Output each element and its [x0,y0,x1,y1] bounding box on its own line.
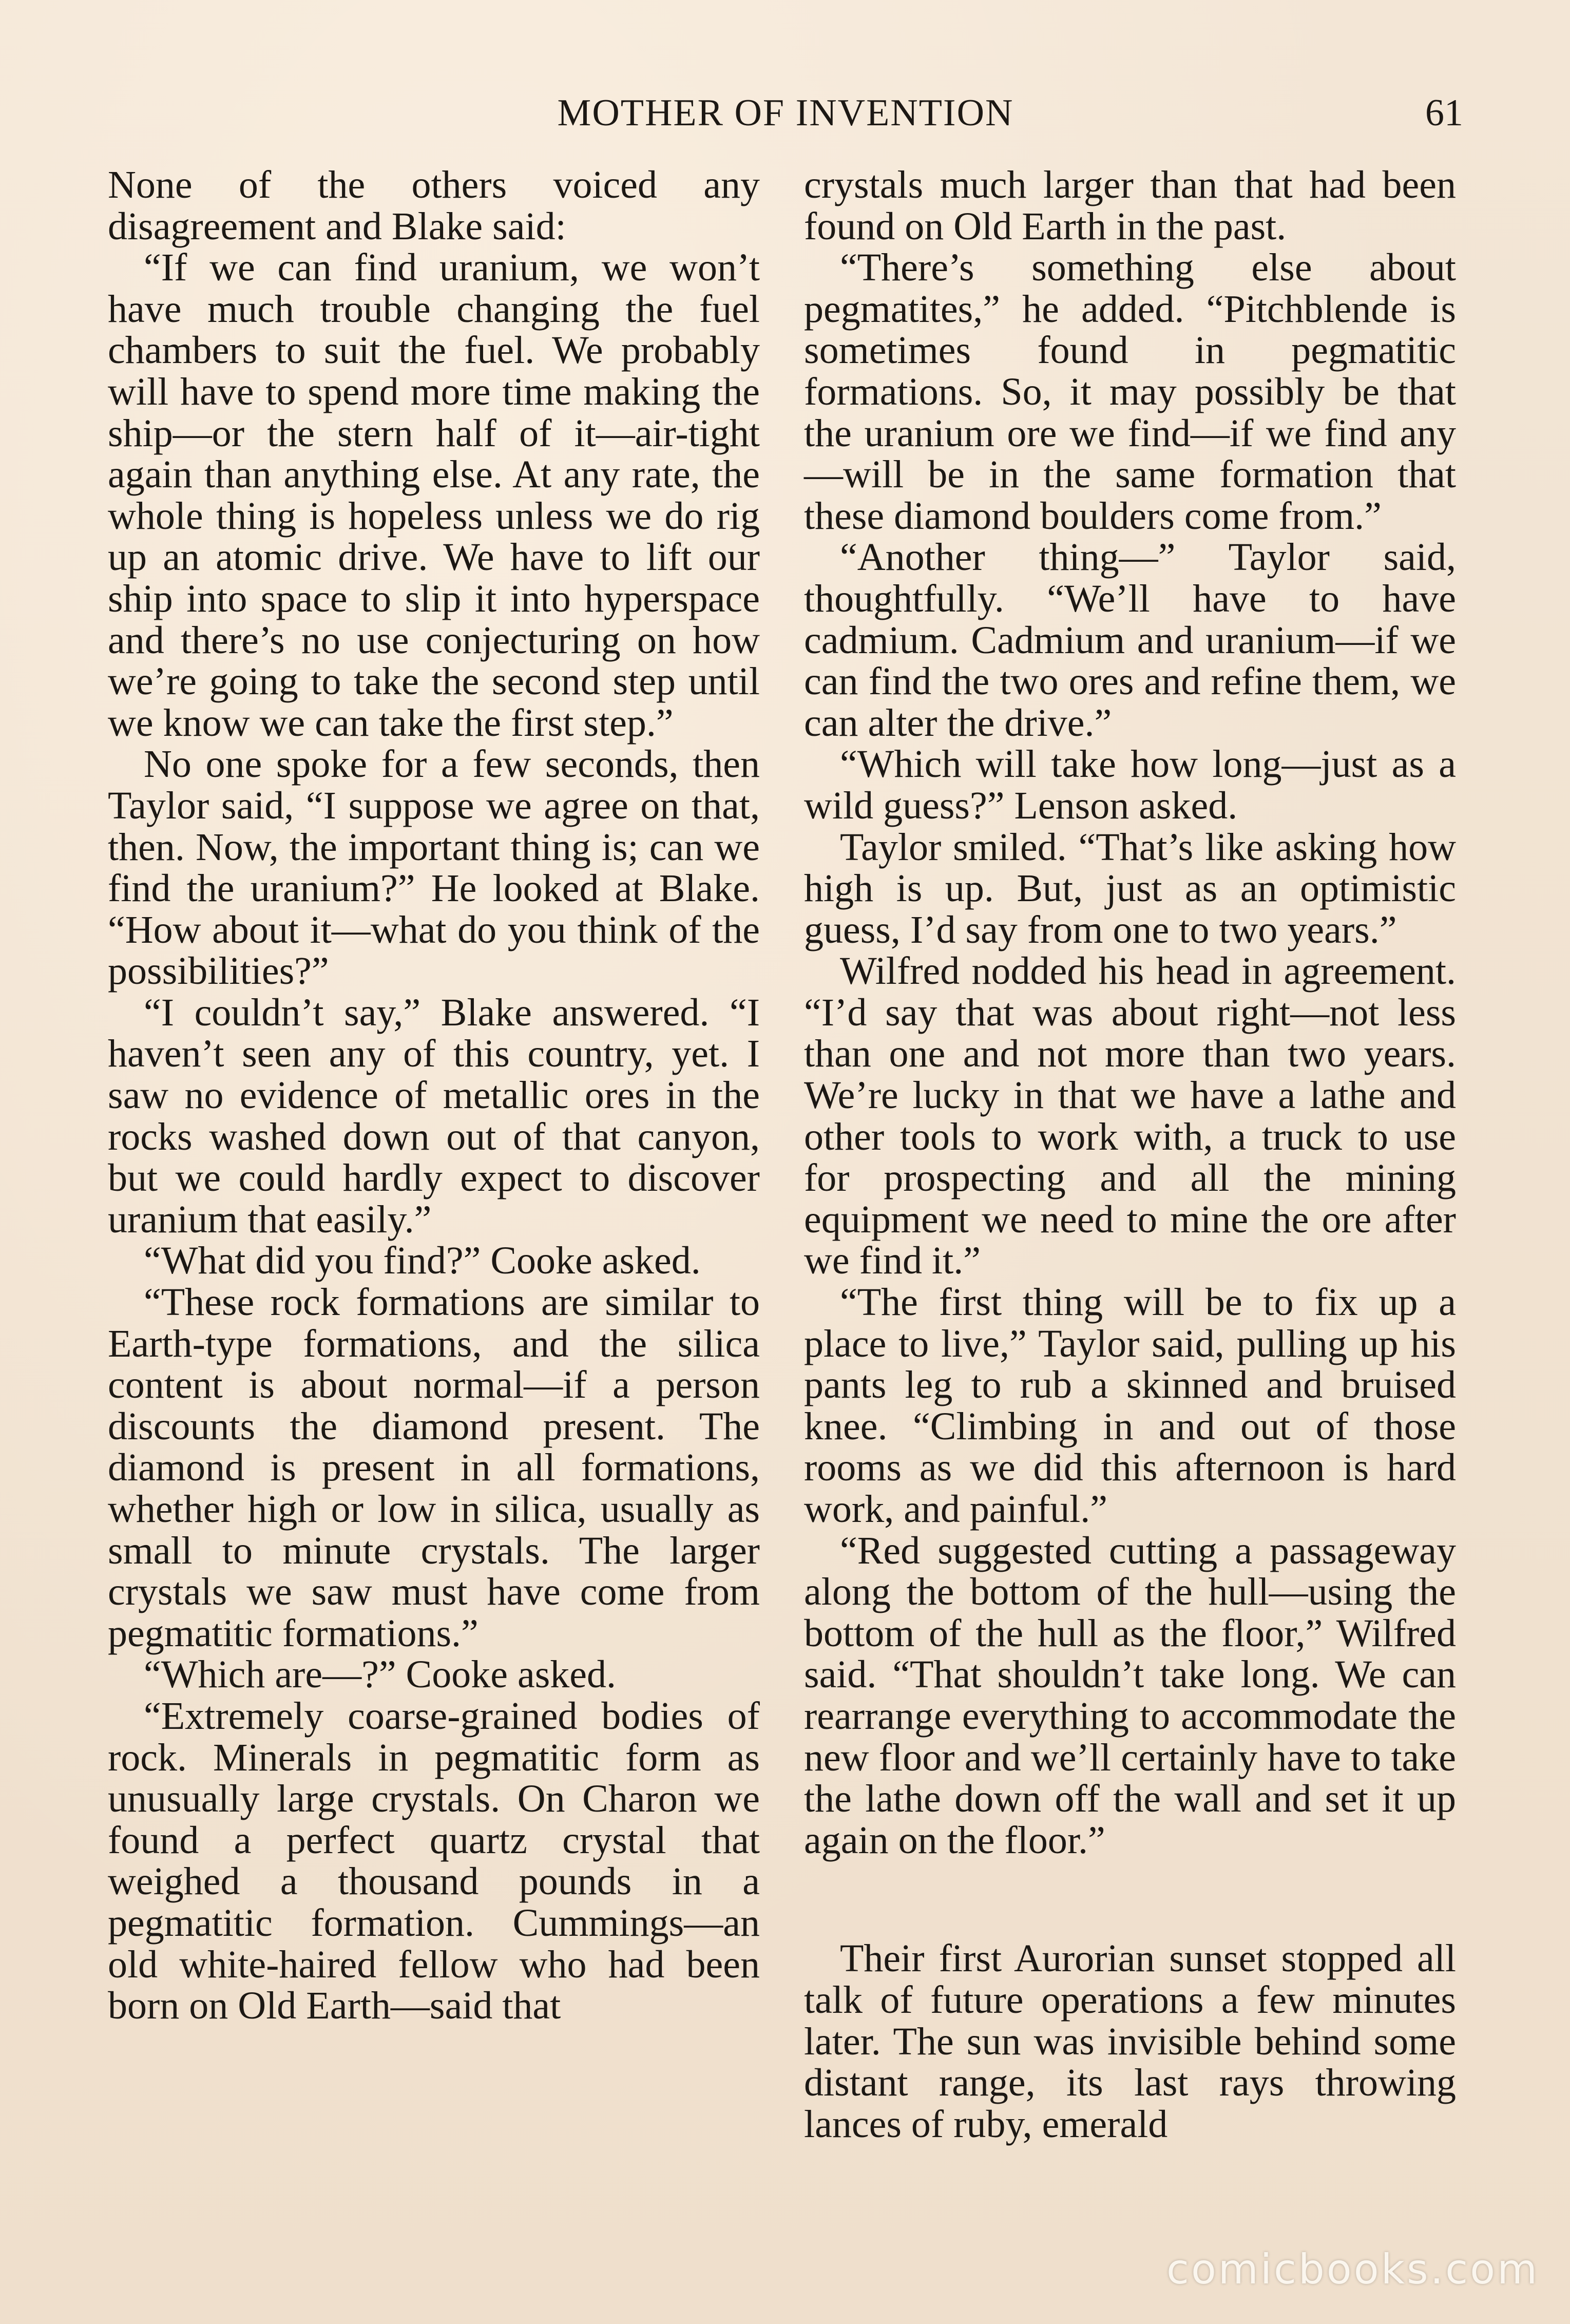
paragraph: Wilfred nodded his head in agreement. “I’d say that was about right—not less than one and not more than two years. We’re lucky in that we have a lathe and other tools to work with, a truck to use for prospecting and all the mining equipment we need to mine the ore after we find it.” [804,949,1456,1283]
page-header [108,91,1463,143]
paragraph: “Which will take how long—just as a wild guess?” Lenson asked. [804,742,1456,827]
page-number: 61 [1425,92,1463,134]
paragraph: Taylor smiled. “That’s like asking how high is up. But, just as an optimistic guess, I’d say from one to two years.” [804,825,1456,951]
paragraph: “These rock formations are similar to Earth-type formations, and the silica content is about normal—if a person discounts the diamond present. The diamond is present in all formations, whether high or low in silica, usually as small to minute crystals. The larger crystals we saw must have come from pegmatitic formations.” [108,1281,760,1655]
paragraph: “If we can find uranium, we won’t have much trouble changing the fuel chambers to suit the fuel. We probably will have to spend more time making the ship—or the stern half of it—air-tight again than anything else. At any rate, the whole thing is hopeless unless we do rig up an atomic drive. We have to lift our ship into space to slip it into hyperspace and there’s no use conjecturing on how we’re going to take the second step until we know we can take the first step.” [108,246,760,745]
right-column [804,164,1456,2145]
paragraph: crystals much larger than that had been found on Old Earth in the past. [804,163,1456,248]
paragraph-section-break: Their first Aurorian sunset stopped all talk of future operations a few minutes later. The sun was invisible behind some distant range, its last rays throwing lances of ruby, emerald [804,1937,1456,2146]
paragraph: None of the others voiced any disagreement and Blake said: [108,163,760,248]
paragraph: No one spoke for a few seconds, then Taylor said, “I suppose we agree on that, then. Now, the important thing is; can we find the uranium?” He looked at Blake. “How about it—what do you think of the possibilities?” [108,742,760,993]
paragraph: “The first thing will be to fix up a place to live,” Taylor said, pulling up his pants leg to rub a skinned and bruised knee. “Climbing in and out of those rooms as we did this afternoon is hard work, and painful.” [804,1281,1456,1531]
watermark: comicbooks.com [1166,2245,1539,2293]
paragraph: “Which are—?” Cooke asked. [144,1653,617,1697]
paragraph: “Extremely coarse-grained bodies of rock. Minerals in pegmatitic form as unusually large crystals. On Charon we found a perfect quartz crystal that weighed a thousand pounds in a pegmatitic formation. Cummings—an old white-haired fellow who had been born on Old Earth—said that [108,1694,760,2028]
paragraph: “What did you find?” Cooke asked. [144,1239,701,1283]
paragraph: “Red suggested cutting a passageway along the bottom of the hull—using the bottom of the hull as the floor,” Wilfred said. “That shouldn’t take long. We can rearrange everything to accommodate the new floor and we’ll certainly have to take the lathe down off the wall and set it up again on the floor.” [804,1529,1456,1862]
paragraph: “Another thing—” Taylor said, thoughtfully. “We’ll have to have cadmium. Cadmium and uranium—if we can find the two ores and refine them, we can alter the drive.” [804,536,1456,745]
paragraph: “There’s something else about pegmatites,” he added. “Pitchblende is sometimes found in pegmatitic formations. So, it may possibly be that the uranium ore we find—if we find any—will be in the same formation that these diamond boulders come from.” [804,246,1456,538]
left-column [108,164,760,2027]
paragraph: “I couldn’t say,” Blake answered. “I haven’t seen any of this country, yet. I saw no evidence of metallic ores in the rocks washed down out of that canyon, but we could hardly expect to discover uranium that easily.” [108,990,760,1241]
running-head: MOTHER OF INVENTION [557,92,1014,134]
